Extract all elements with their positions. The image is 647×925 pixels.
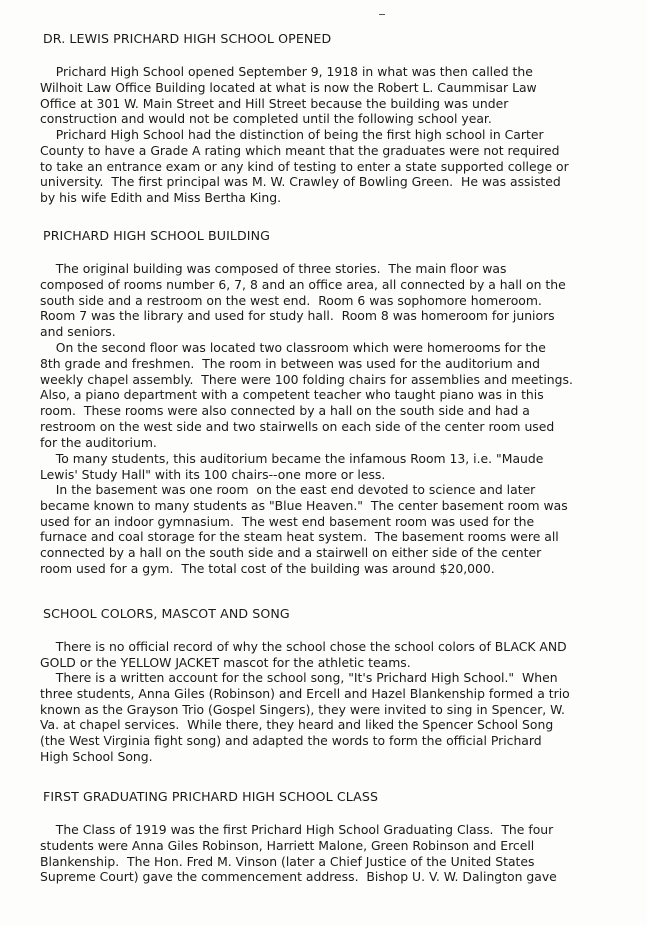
- text-line: Supreme Court) gave the commencement address. Bishop U. V. W. Dalington gave: [40, 869, 557, 885]
- section-heading-first-class: FIRST GRADUATING PRICHARD HIGH SCHOOL CLASS: [43, 789, 379, 804]
- section-heading-opened: DR. LEWIS PRICHARD HIGH SCHOOL OPENED: [43, 31, 332, 46]
- text-line: university. The first principal was M. W. Crawley of Bowling Green. He was assisted: [40, 174, 561, 190]
- text-line: construction and would not be completed until the following school year.: [40, 111, 492, 127]
- text-line: students were Anna Giles Robinson, Harriett Malone, Green Robinson and Ercell: [40, 837, 535, 853]
- text-line: and seniors.: [40, 324, 116, 340]
- text-line: Blankenship. The Hon. Fred M. Vinson (later a Chief Justice of the United States: [40, 853, 535, 869]
- text-line: became known to many students as "Blue Heaven." The center basement room was: [40, 497, 568, 513]
- text-line: for the auditorium.: [40, 434, 157, 450]
- text-line: GOLD or the YELLOW JACKET mascot for the athletic teams.: [40, 654, 411, 670]
- text-line: composed of rooms number 6, 7, 8 and an office area, all connected by a hall on the: [40, 276, 566, 292]
- paragraph-colors-1: [40, 639, 640, 671]
- text-line: used for an indoor gymnasium. The west end basement room was used for the: [40, 513, 535, 529]
- text-line: High School Song.: [40, 748, 153, 764]
- paragraph-building-2: [40, 340, 640, 451]
- section-heading-colors: SCHOOL COLORS, MASCOT AND SONG: [43, 606, 290, 621]
- text-line: room used for a gym. The total cost of the building was around $20,000.: [40, 560, 495, 576]
- section-heading-building: PRICHARD HIGH SCHOOL BUILDING: [43, 228, 270, 243]
- text-line: Office at 301 W. Main Street and Hill Street because the building was under: [40, 95, 509, 111]
- text-line: three students, Anna Giles (Robinson) and Ercell and Hazel Blankenship formed a trio: [40, 685, 570, 701]
- paragraph-first-class-1: [40, 822, 640, 885]
- text-line: To many students, this auditorium became the infamous Room 13, i.e. "Maude: [40, 451, 544, 466]
- text-line: connected by a hall on the south side and a stairwell on either side of the center: [40, 545, 542, 561]
- text-line: Lewis' Study Hall" with its 100 chairs--one more or less.: [40, 466, 386, 482]
- paragraph-opened-1: [40, 64, 640, 127]
- text-line: Wilhoit Law Office Building located at what is now the Robert L. Caummisar Law: [40, 79, 537, 95]
- text-line: known as the Grayson Trio (Gospel Singers), they were invited to sing in Spencer, W.: [40, 701, 565, 717]
- text-line: to take an entrance exam or any kind of testing to enter a state supported college or: [40, 158, 569, 174]
- paragraph-building-4: [40, 482, 640, 577]
- text-line: Also, a piano department with a competent teacher who taught piano was in this: [40, 387, 544, 403]
- text-line: Room 7 was the library and used for study hall. Room 8 was homeroom for juniors: [40, 308, 555, 324]
- paragraph-building-1: [40, 261, 640, 340]
- text-line: There is a written account for the school song, "It's Prichard High School." When: [40, 670, 558, 685]
- text-line: In the basement was one room on the east end devoted to science and later: [40, 482, 536, 497]
- text-line: The original building was composed of three stories. The main floor was: [40, 261, 507, 276]
- paragraph-colors-2: [40, 670, 640, 765]
- paragraph-opened-2: [40, 127, 640, 206]
- paragraph-building-3: [40, 451, 640, 483]
- text-line: County to have a Grade A rating which meant that the graduates were not required: [40, 142, 560, 158]
- text-line: furnace and coal storage for the steam heat system. The basement rooms were all: [40, 529, 559, 545]
- text-line: Va. at chapel services. While there, they heard and liked the Spencer School Song: [40, 717, 554, 733]
- text-line: weekly chapel assembly. There were 100 folding chairs for assemblies and meetings.: [40, 371, 573, 387]
- text-line: (the West Virginia fight song) and adapted the words to form the official Prichard: [40, 733, 542, 749]
- text-line: Prichard High School had the distinction of being the first high school in Carter: [40, 127, 544, 142]
- text-line: room. These rooms were also connected by a hall on the south side and had a: [40, 403, 530, 419]
- stray-mark: [379, 14, 385, 15]
- text-line: 8th grade and freshmen. The room in between was used for the auditorium and: [40, 355, 540, 371]
- text-line: south side and a restroom on the west end. Room 6 was sophomore homeroom.: [40, 292, 542, 308]
- text-line: The Class of 1919 was the first Prichard High School Graduating Class. The four: [40, 822, 554, 837]
- text-line: Prichard High School opened September 9, 1918 in what was then called the: [40, 64, 533, 79]
- text-line: There is no official record of why the school chose the school colors of BLACK AND: [40, 639, 567, 654]
- text-line: restroom on the west side and two stairwells on each side of the center room used: [40, 418, 555, 434]
- text-line: by his wife Edith and Miss Bertha King.: [40, 190, 282, 206]
- text-line: On the second floor was located two classroom which were homerooms for the: [40, 340, 546, 355]
